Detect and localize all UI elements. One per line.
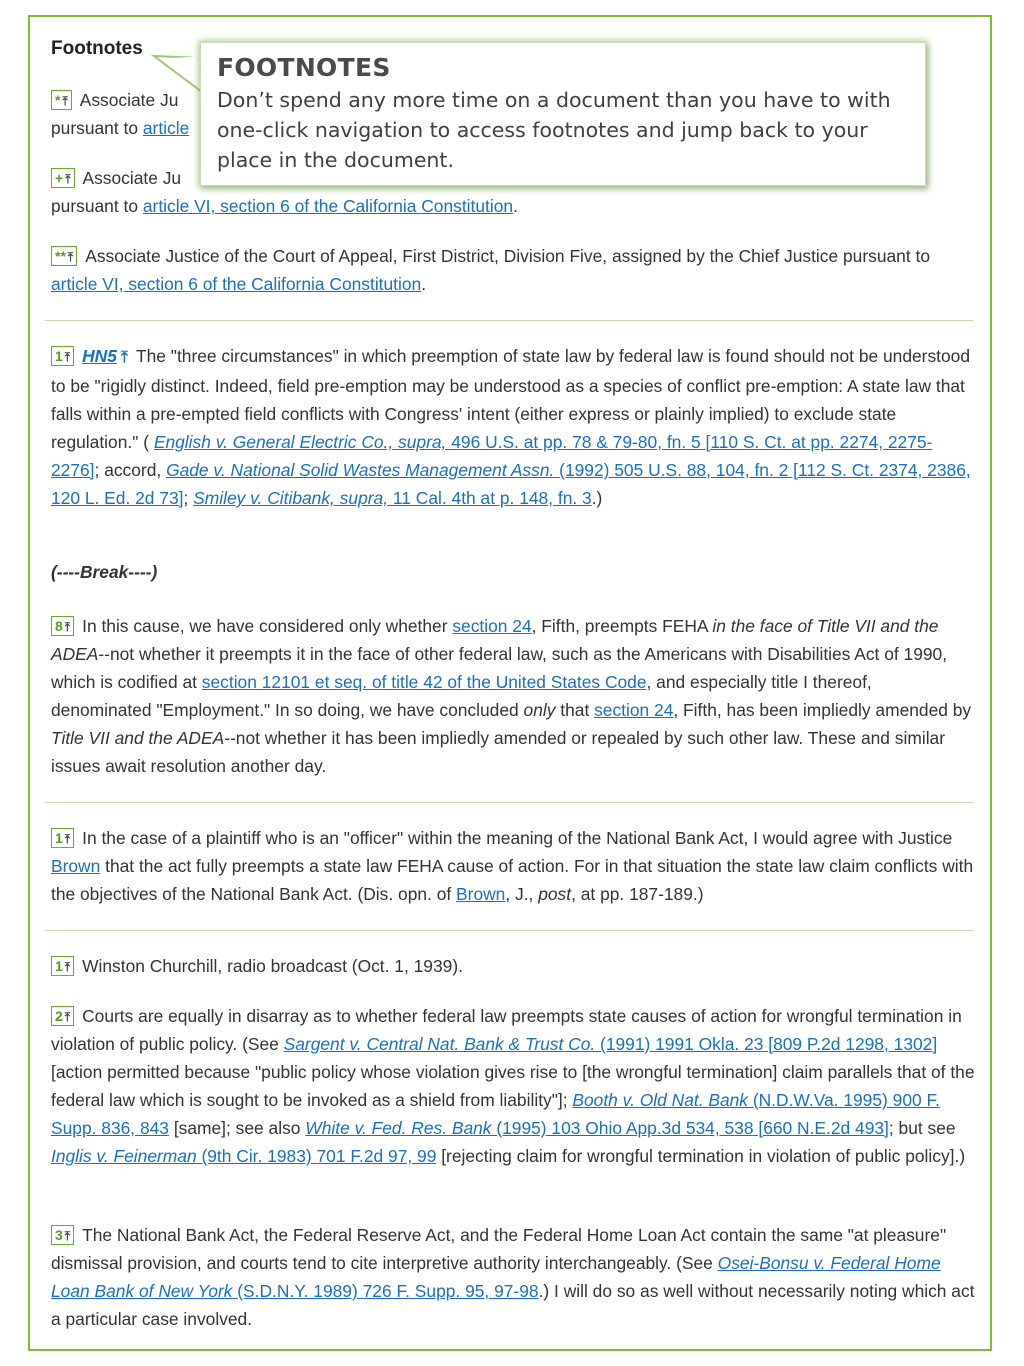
footnote-plus-marker[interactable] [51, 168, 75, 188]
footnote-double-star-marker[interactable] [51, 246, 77, 266]
citation-link[interactable]: article VI, section 6 of the California Constitution [142, 196, 514, 216]
case-name: Sargent v. Central Nat. Bank & Trust Co. [283, 1034, 596, 1054]
jump-back-icon: ⤒ [67, 250, 74, 264]
citation-link[interactable]: article VI, section 6 of the California Constitution [51, 274, 422, 294]
footnote-text: . [513, 196, 518, 216]
footnote-8 [51, 612, 975, 780]
emphasis-text: Title VII and the ADEA [51, 728, 225, 748]
marker-label: 3 [55, 1227, 63, 1243]
footnotes-heading: Footnotes [51, 38, 143, 59]
footnote-text: The "three circumstances" in which preemption of state law by federal law is found should not be understood to be "rigidly distinct. Indeed, field pre-emption may be understood as a species of conflict pre-emption: A state law that falls within a pre-empted field conflicts with Congress' intent (either express or plainly implied) to exclude state regulation." ( [51, 346, 971, 452]
footnote-text: Winston Churchill, radio broadcast (Oct. 1, 1939). [82, 956, 463, 976]
citation-text: (S.D.N.Y. 1989) 726 F. Supp. 95, 97-98 [232, 1281, 539, 1301]
section-divider [45, 320, 973, 321]
citation-link[interactable] [51, 1146, 436, 1166]
emphasis-text: only [523, 700, 556, 720]
case-name: Smiley v. Citibank, supra, [193, 488, 389, 508]
citation-link[interactable] [305, 1118, 889, 1138]
footnote-text: [action permitted because "public policy whose violation gives rise to [the wrongful termination] claim parallels that of the federal law which is sought to be invoked as a shield from liability"]; [51, 1062, 975, 1110]
marker-label: 1 [55, 348, 63, 364]
footnote-text: Associate Ju [82, 168, 182, 188]
footnote-text: Associate Justice of the Court of Appeal, First District, Division Five, assigned by the Chief Justice pursuant to [85, 246, 931, 266]
citation-link[interactable]: Brown [456, 884, 506, 904]
footnote-text: pursuant to [51, 118, 143, 138]
footnote-text: , and especially title I thereof, denominated "Employment." In so doing, we have concluded [51, 672, 872, 720]
jump-back-icon: ⤒ [64, 1229, 71, 1243]
footnote-text: that the act fully preempts a state law FEHA cause of action. For in that situation the state law claim conflicts with the objectives of the National Bank Act. (Dis. opn. of [51, 856, 974, 904]
marker-label: 2 [55, 1008, 63, 1024]
footnote-text: , at pp. 187-189.) [571, 884, 704, 904]
footnote-text: , Fifth, preempts FEHA [531, 616, 713, 636]
marker-label: 1 [55, 958, 63, 974]
case-name: English v. General Electric Co., supra, [153, 432, 447, 452]
footnote-text: that [555, 700, 595, 720]
citation-text: (9th Cir. 1983) 701 F.2d 97, 99 [196, 1146, 437, 1166]
footnote-2 [51, 1002, 975, 1170]
citation-text: (N.D.W.Va. 1995) 900 F. Supp. 836, 843 [51, 1090, 941, 1138]
citation-link[interactable]: section 24 [452, 616, 532, 636]
footnote-text: In the case of a plaintiff who is an "officer" within the meaning of the National Bank Act, I would agree with Justice [82, 828, 953, 848]
citation-link[interactable] [284, 1034, 938, 1054]
footnote-text: pursuant to [51, 196, 143, 216]
break-marker: (----Break----) [51, 562, 158, 582]
footnote-1-marker[interactable] [51, 828, 74, 848]
case-name: White v. Fed. Res. Bank [305, 1118, 492, 1138]
footnote-text: Associate Ju [79, 90, 179, 110]
marker-label: + [55, 170, 64, 186]
footnote-text: --not whether it preempts it in the face of other federal law, such as the Americans with Disabilities Act of 1990, which is codified at [51, 644, 948, 692]
section-divider [45, 802, 973, 803]
case-name: Gade v. National Solid Wastes Management Assn. [166, 460, 555, 480]
footnote-1-marker[interactable] [51, 956, 74, 976]
citation-text: (1992) 505 U.S. 88, 104, fn. 2 [112 S. Ct. 2374, 2386, 120 L. Ed. 2d 73] [51, 460, 971, 508]
citation-text: 496 U.S. at pp. 78 & 79-80, fn. 5 [110 S. Ct. at pp. 2274, 2275-2276] [51, 432, 933, 480]
footnote-1-hn5 [51, 342, 975, 512]
jump-back-icon: ⤒ [64, 620, 71, 634]
citation-text: (1995) 103 Ohio App.3d 534, 538 [660 N.E.2d 493] [491, 1118, 889, 1138]
marker-label: * [55, 92, 61, 108]
footnote-text: . [421, 274, 427, 294]
jump-back-icon: ⤒ [62, 94, 68, 108]
citation-link[interactable] [193, 488, 592, 508]
jump-back-icon: ⤒ [64, 1010, 71, 1024]
footnote-double-star [51, 242, 975, 298]
marker-label: ** [55, 248, 66, 264]
footnote-text: ; but see [888, 1118, 956, 1138]
case-name: Inglis v. Feinerman [51, 1146, 197, 1166]
headnote-link[interactable]: HN5 [82, 346, 117, 366]
footnote-text: The National Bank Act, the Federal Reserve Act, and the Federal Home Loan Act contain the same "at pleasure" dismissal provision, and courts tend to cite interpretive authority interchangeably. (See [51, 1225, 947, 1273]
citation-text: 11 Cal. 4th at p. 148, fn. 3 [388, 488, 592, 508]
citation-link[interactable]: article [142, 118, 190, 138]
citation-link[interactable]: section 24 [594, 700, 674, 720]
footnote-3-marker[interactable] [51, 1225, 74, 1245]
marker-label: 8 [55, 618, 63, 634]
footnote-star-marker[interactable] [51, 90, 72, 110]
footnote-text: , Fifth, has been impliedly amended by [673, 700, 972, 720]
footnote-text: [same]; see also [168, 1118, 306, 1138]
marker-label: 1 [55, 830, 63, 846]
jump-back-icon: ⤒ [64, 960, 71, 974]
jump-back-icon: ⤒ [64, 832, 71, 846]
feature-callout [200, 42, 926, 186]
footnote-8-marker[interactable] [51, 616, 74, 636]
footnote-text: ; accord, [94, 460, 167, 480]
footnote-text: .) I will do so as well without necessarily noting which act a particular case involved. [51, 1281, 975, 1329]
citation-link[interactable]: section 12101 et seq. of title 42 of the United States Code [201, 672, 647, 692]
emphasis-text: post [538, 884, 572, 904]
citation-link[interactable]: Brown [51, 856, 101, 876]
footnote-3 [51, 1221, 975, 1333]
emphasis-text: in the face of Title VII and the ADEA [51, 616, 939, 664]
footnote-1-concurrence [51, 824, 975, 908]
case-name: Osei-Bonsu v. Federal Home Loan Bank of New York [51, 1253, 941, 1301]
section-divider [45, 930, 973, 931]
footnote-text: [rejecting claim for wrongful termination in violation of public policy].) [436, 1146, 966, 1166]
footnote-1-dissent [51, 952, 975, 980]
case-name: Booth v. Old Nat. Bank [572, 1090, 748, 1110]
callout-title: FOOTNOTES [217, 53, 391, 82]
citation-text: (1991) 1991 Okla. 23 [809 P.2d 1298, 1302] [595, 1034, 938, 1054]
footnote-text: , J., [505, 884, 539, 904]
footnote-text: ; [183, 488, 194, 508]
jump-back-icon: ⤒ [64, 350, 71, 364]
footnote-text: Courts are equally in disarray as to whether federal law preempts state causes of action for wrongful termination in violation of public policy. (See [51, 1006, 962, 1054]
footnote-text: .) [591, 488, 603, 508]
footnote-1-marker[interactable] [51, 346, 74, 366]
footnote-2-marker[interactable] [51, 1006, 74, 1026]
jump-back-icon: ⤒ [65, 172, 71, 186]
callout-body: Don’t spend any more time on a document than you have to with one-click navigation to access footnotes and jump back to your place in the document. [217, 88, 891, 172]
footnote-text: --not whether it has been impliedly amended or repealed by such other law. These and similar issues await resolution another day. [51, 728, 946, 776]
footnote-text: In this cause, we have considered only whether [82, 616, 453, 636]
headnote-jump-icon[interactable]: ⤒ [120, 349, 128, 366]
